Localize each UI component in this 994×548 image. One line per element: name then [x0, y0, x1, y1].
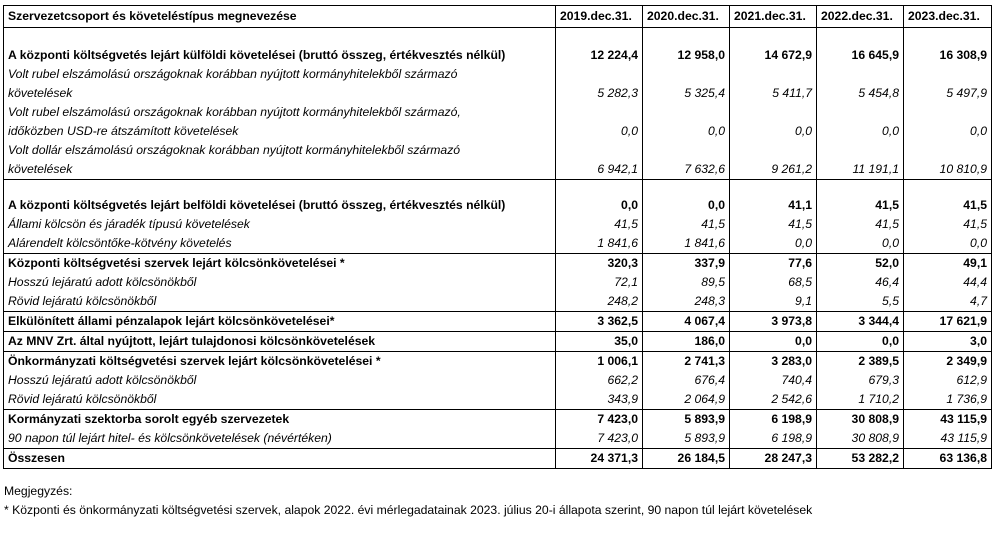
header-year: 2023.dec.31.: [904, 6, 992, 28]
table-row: [4, 312, 992, 332]
row-label: követelések: [8, 162, 73, 176]
table-row: [4, 122, 992, 141]
spacer-cell: [730, 180, 817, 197]
value-cell: 1 736,9: [904, 390, 992, 410]
value-cell: 41,5: [556, 215, 643, 234]
spacer-cell: [556, 28, 643, 47]
value-cell: 9,1: [730, 292, 817, 312]
value-cell: 11 191,1: [817, 160, 904, 180]
value-cell: 43 115,9: [904, 410, 992, 430]
value-cell: 679,3: [817, 371, 904, 390]
value-cell: 49,1: [904, 254, 992, 274]
value-cell: 14 672,9: [730, 46, 817, 65]
row-label: 90 napon túl lejárt hitel- és kölcsönkövetelések (névértéken): [8, 431, 332, 445]
value-cell: 12 224,4: [556, 46, 643, 65]
value-cell: 41,5: [904, 196, 992, 215]
value-cell: 320,3: [556, 254, 643, 274]
value-cell: 0,0: [643, 122, 730, 141]
row-label: Rövid lejáratú kölcsönökből: [8, 294, 157, 308]
table-row: [4, 273, 992, 292]
value-cell: 44,4: [904, 273, 992, 292]
value-cell: 3,0: [904, 332, 992, 352]
header-year: 2020.dec.31.: [643, 6, 730, 28]
value-cell: [730, 103, 817, 122]
value-cell: 0,0: [817, 332, 904, 352]
table-row: [4, 449, 992, 469]
value-cell: 6 198,9: [730, 429, 817, 449]
table-row: [4, 371, 992, 390]
value-cell: 4 067,4: [643, 312, 730, 332]
value-cell: [904, 103, 992, 122]
value-cell: 740,4: [730, 371, 817, 390]
table-row: [4, 215, 992, 234]
value-cell: 0,0: [643, 196, 730, 215]
value-cell: [730, 141, 817, 160]
value-cell: 248,2: [556, 292, 643, 312]
table-row: [4, 160, 992, 180]
row-label: Hosszú lejáratú adott kölcsönökből: [8, 275, 197, 289]
value-cell: 12 958,0: [643, 46, 730, 65]
row-label: Önkormányzati költségvetési szervek lejárt kölcsönkövetelései *: [4, 352, 556, 372]
value-cell: 5,5: [817, 292, 904, 312]
value-cell: 52,0: [817, 254, 904, 274]
value-cell: 5 411,7: [730, 84, 817, 103]
value-cell: [904, 141, 992, 160]
value-cell: 5 893,9: [643, 410, 730, 430]
value-cell: [556, 103, 643, 122]
value-cell: 2 741,3: [643, 352, 730, 372]
row-label: Összesen: [4, 449, 556, 469]
value-cell: 337,9: [643, 254, 730, 274]
row-label: Állami kölcsön és járadék típusú követelések: [8, 217, 250, 231]
value-cell: 0,0: [556, 196, 643, 215]
spacer-cell: [904, 180, 992, 197]
value-cell: 0,0: [904, 234, 992, 254]
value-cell: 41,5: [643, 215, 730, 234]
value-cell: [556, 65, 643, 84]
table-row: [4, 196, 992, 215]
value-cell: 3 344,4: [817, 312, 904, 332]
notes-text: * Központi és önkormányzati költségvetési szervek, alapok 2022. évi mérlegadatainak 2023. július 20-i állapota szerint, 90 napon túl lejárt követelések: [4, 503, 813, 517]
value-cell: 0,0: [817, 122, 904, 141]
value-cell: 5 893,9: [643, 429, 730, 449]
value-cell: 43 115,9: [904, 429, 992, 449]
header-year: 2019.dec.31.: [556, 6, 643, 28]
value-cell: 41,5: [817, 196, 904, 215]
value-cell: 30 808,9: [817, 429, 904, 449]
value-cell: [904, 65, 992, 84]
spacer-cell: [643, 28, 730, 47]
row-label: A központi költségvetés lejárt belföldi követelései (bruttó összeg, értékvesztés nélkül): [8, 198, 506, 212]
value-cell: [730, 65, 817, 84]
notes: [3, 482, 812, 520]
row-label: időközben USD-re átszámított követelések: [8, 124, 239, 138]
value-cell: [643, 65, 730, 84]
table-row: [4, 84, 992, 103]
value-cell: [643, 141, 730, 160]
spacer-cell: [4, 28, 556, 47]
value-cell: 35,0: [556, 332, 643, 352]
value-cell: 248,3: [643, 292, 730, 312]
value-cell: 2 064,9: [643, 390, 730, 410]
value-cell: 662,2: [556, 371, 643, 390]
value-cell: 3 973,8: [730, 312, 817, 332]
value-cell: 676,4: [643, 371, 730, 390]
spacer-cell: [643, 180, 730, 197]
table-row: [4, 429, 992, 449]
value-cell: 3 283,0: [730, 352, 817, 372]
value-cell: 1 841,6: [556, 234, 643, 254]
value-cell: 1 006,1: [556, 352, 643, 372]
value-cell: 6 198,9: [730, 410, 817, 430]
spacer-cell: [730, 28, 817, 47]
table-row: [4, 390, 992, 410]
value-cell: 77,6: [730, 254, 817, 274]
value-cell: 41,1: [730, 196, 817, 215]
spacer-cell: [817, 28, 904, 47]
value-cell: 30 808,9: [817, 410, 904, 430]
value-cell: 89,5: [643, 273, 730, 292]
value-cell: 0,0: [904, 122, 992, 141]
spacer-cell: [556, 180, 643, 197]
row-label: A központi költségvetés lejárt külföldi követelései (bruttó összeg, értékvesztés nélkül): [8, 48, 506, 62]
value-cell: [556, 141, 643, 160]
value-cell: 5 497,9: [904, 84, 992, 103]
value-cell: 24 371,3: [556, 449, 643, 469]
table-row: [4, 65, 992, 84]
value-cell: 53 282,2: [817, 449, 904, 469]
value-cell: 2 389,5: [817, 352, 904, 372]
row-label: Elkülönített állami pénzalapok lejárt kölcsönkövetelései*: [4, 312, 556, 332]
value-cell: 0,0: [556, 122, 643, 141]
value-cell: 6 942,1: [556, 160, 643, 180]
table-row: [4, 141, 992, 160]
value-cell: 3 362,5: [556, 312, 643, 332]
table-row: [4, 254, 992, 274]
table-row: [4, 292, 992, 312]
value-cell: 0,0: [817, 234, 904, 254]
value-cell: 186,0: [643, 332, 730, 352]
row-label: Az MNV Zrt. által nyújtott, lejárt tulajdonosi kölcsönkövetelések: [4, 332, 556, 352]
notes-title: Megjegyzés:: [4, 484, 73, 498]
table-row: [4, 234, 992, 254]
table-row: [4, 352, 992, 372]
value-cell: 41,5: [730, 215, 817, 234]
spacer-cell: [904, 28, 992, 47]
value-cell: [817, 65, 904, 84]
row-label: követelések: [8, 86, 73, 100]
value-cell: 9 261,2: [730, 160, 817, 180]
value-cell: 16 308,9: [904, 46, 992, 65]
value-cell: 16 645,9: [817, 46, 904, 65]
table-row: [4, 410, 992, 430]
header-row: [4, 6, 992, 28]
row-label: Volt rubel elszámolású országoknak korábban nyújtott kormányhitelekből származó: [8, 67, 458, 81]
value-cell: 41,5: [817, 215, 904, 234]
header-label: Szervezetcsoport és követeléstípus megnevezése: [4, 6, 556, 28]
spacer-cell: [4, 180, 556, 197]
value-cell: 0,0: [730, 332, 817, 352]
table-row: [4, 103, 992, 122]
value-cell: 7 423,0: [556, 410, 643, 430]
row-label: Rövid lejáratú kölcsönökből: [8, 392, 157, 406]
header-year: 2021.dec.31.: [730, 6, 817, 28]
row-label: Központi költségvetési szervek lejárt kölcsönkövetelései *: [4, 254, 556, 274]
value-cell: 7 423,0: [556, 429, 643, 449]
value-cell: 5 325,4: [643, 84, 730, 103]
value-cell: 0,0: [730, 122, 817, 141]
row-label: Volt rubel elszámolású országoknak korábban nyújtott kormányhitelekből származó,: [8, 105, 461, 119]
value-cell: 28 247,3: [730, 449, 817, 469]
value-cell: 0,0: [730, 234, 817, 254]
value-cell: 2 349,9: [904, 352, 992, 372]
table-body: [4, 28, 992, 469]
spacer-row: [4, 180, 992, 197]
value-cell: 46,4: [817, 273, 904, 292]
value-cell: 7 632,6: [643, 160, 730, 180]
value-cell: 4,7: [904, 292, 992, 312]
value-cell: 343,9: [556, 390, 643, 410]
row-label: Hosszú lejáratú adott kölcsönökből: [8, 373, 197, 387]
value-cell: 10 810,9: [904, 160, 992, 180]
spacer-cell: [817, 180, 904, 197]
value-cell: 72,1: [556, 273, 643, 292]
receivables-table: [3, 5, 992, 469]
value-cell: 5 454,8: [817, 84, 904, 103]
table-row: [4, 46, 992, 65]
spacer-row: [4, 28, 992, 47]
value-cell: [817, 141, 904, 160]
value-cell: [643, 103, 730, 122]
value-cell: 1 841,6: [643, 234, 730, 254]
table-container: [3, 5, 991, 469]
value-cell: 26 184,5: [643, 449, 730, 469]
value-cell: 5 282,3: [556, 84, 643, 103]
value-cell: 1 710,2: [817, 390, 904, 410]
value-cell: [817, 103, 904, 122]
table-row: [4, 332, 992, 352]
row-label: Volt dollár elszámolású országoknak korábban nyújtott kormányhitelekből származó: [8, 143, 461, 157]
value-cell: 17 621,9: [904, 312, 992, 332]
value-cell: 2 542,6: [730, 390, 817, 410]
value-cell: 41,5: [904, 215, 992, 234]
value-cell: 612,9: [904, 371, 992, 390]
value-cell: 63 136,8: [904, 449, 992, 469]
header-year: 2022.dec.31.: [817, 6, 904, 28]
row-label: Kormányzati szektorba sorolt egyéb szervezetek: [4, 410, 556, 430]
value-cell: 68,5: [730, 273, 817, 292]
row-label: Alárendelt kölcsöntőke-kötvény követelés: [8, 236, 232, 250]
